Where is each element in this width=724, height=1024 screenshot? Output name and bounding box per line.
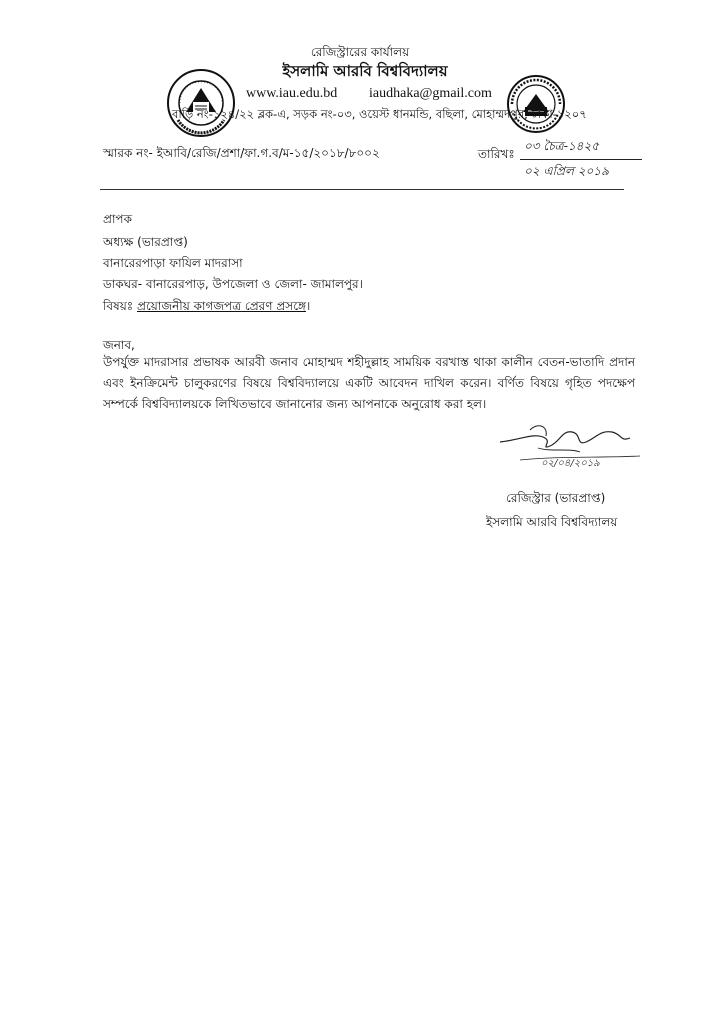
university-logo-right [506,74,566,134]
university-logo-left [166,68,236,138]
registrar-office: রেজিস্ট্রারের কার্যালয় [310,45,410,59]
recipient-address: ডাকঘর- বানারেরপাড়, উপজেলা ও জেলা- জামালপুর। [103,277,363,291]
subject-line [103,298,310,318]
signer-title: রেজিস্ট্রার (ভারপ্রাপ্ত) [506,491,606,505]
date-label: তারিখঃ [478,147,515,161]
salutation: জনাব, [103,338,135,352]
recipient-designation: অধ্যক্ষ (ভারপ্রাপ্ত) [103,235,188,249]
date-english: ০২ এপ্রিল ২০১৯ [524,164,609,178]
header-divider [100,189,624,190]
signer-organization: ইসলামি আরবি বিশ্ববিদ্যালয় [486,515,618,529]
website-link[interactable]: www.iau.edu.bd [246,86,338,101]
body-paragraph: উপর্যুক্ত মাদরাসার প্রভাষক আরবী জনাব মোহাম্মদ শহীদুল্লাহ সাময়িক বরখাস্ত থাকা কালীন বেতন-ভাতাদি প্রদান এবং ইনক্রিমেন্ট চালুকরণের বিষয়ে বিশ্ববিদ্যালয়ে একটি আবেদন দাখিল করেন। বর্ণিত বিষয়ে গৃহিত পদক্ষেপ সম্পর্কে বিশ্ববিদ্যালয়কে লিখিতভাবে জানানোর জন্য আপনাকে অনুরোধ করা হল। [103,355,635,411]
date-divider [520,159,642,160]
signature-date: ০২/০৪/২০১৯ [541,458,600,469]
recipient-label: প্রাপক [103,212,132,226]
subject-text: প্রয়োজনীয় কাগজপত্র প্রেরণ প্রসঙ্গে [137,299,306,313]
date-bangla: ০৩ চৈত্র-১৪২৫ [524,139,600,153]
subject-end: । [306,299,311,313]
email-link[interactable]: iaudhaka@gmail.com [369,86,492,101]
letterhead-address: বাড়ি নং-১২৪/২২ ব্লক-এ, সড়ক নং-০৩, ওয়েস্ট ধানমন্ডি, বছিলা, মোহাম্মদপুর, ঢাকা-১২০৭ [172,107,587,121]
recipient-institution: বানারেরপাড়া ফাযিল মাদরাসা [103,256,243,270]
memo-number: স্মারক নং- ইআবি/রেজি/প্রশা/ফা.গ.ব/ম-১৫/২০১৮/৮০০২ [103,146,380,160]
subject-label: বিষয়ঃ [103,299,134,313]
university-name: ইসলামি আরবি বিশ্ববিদ্যালয় [282,62,448,80]
